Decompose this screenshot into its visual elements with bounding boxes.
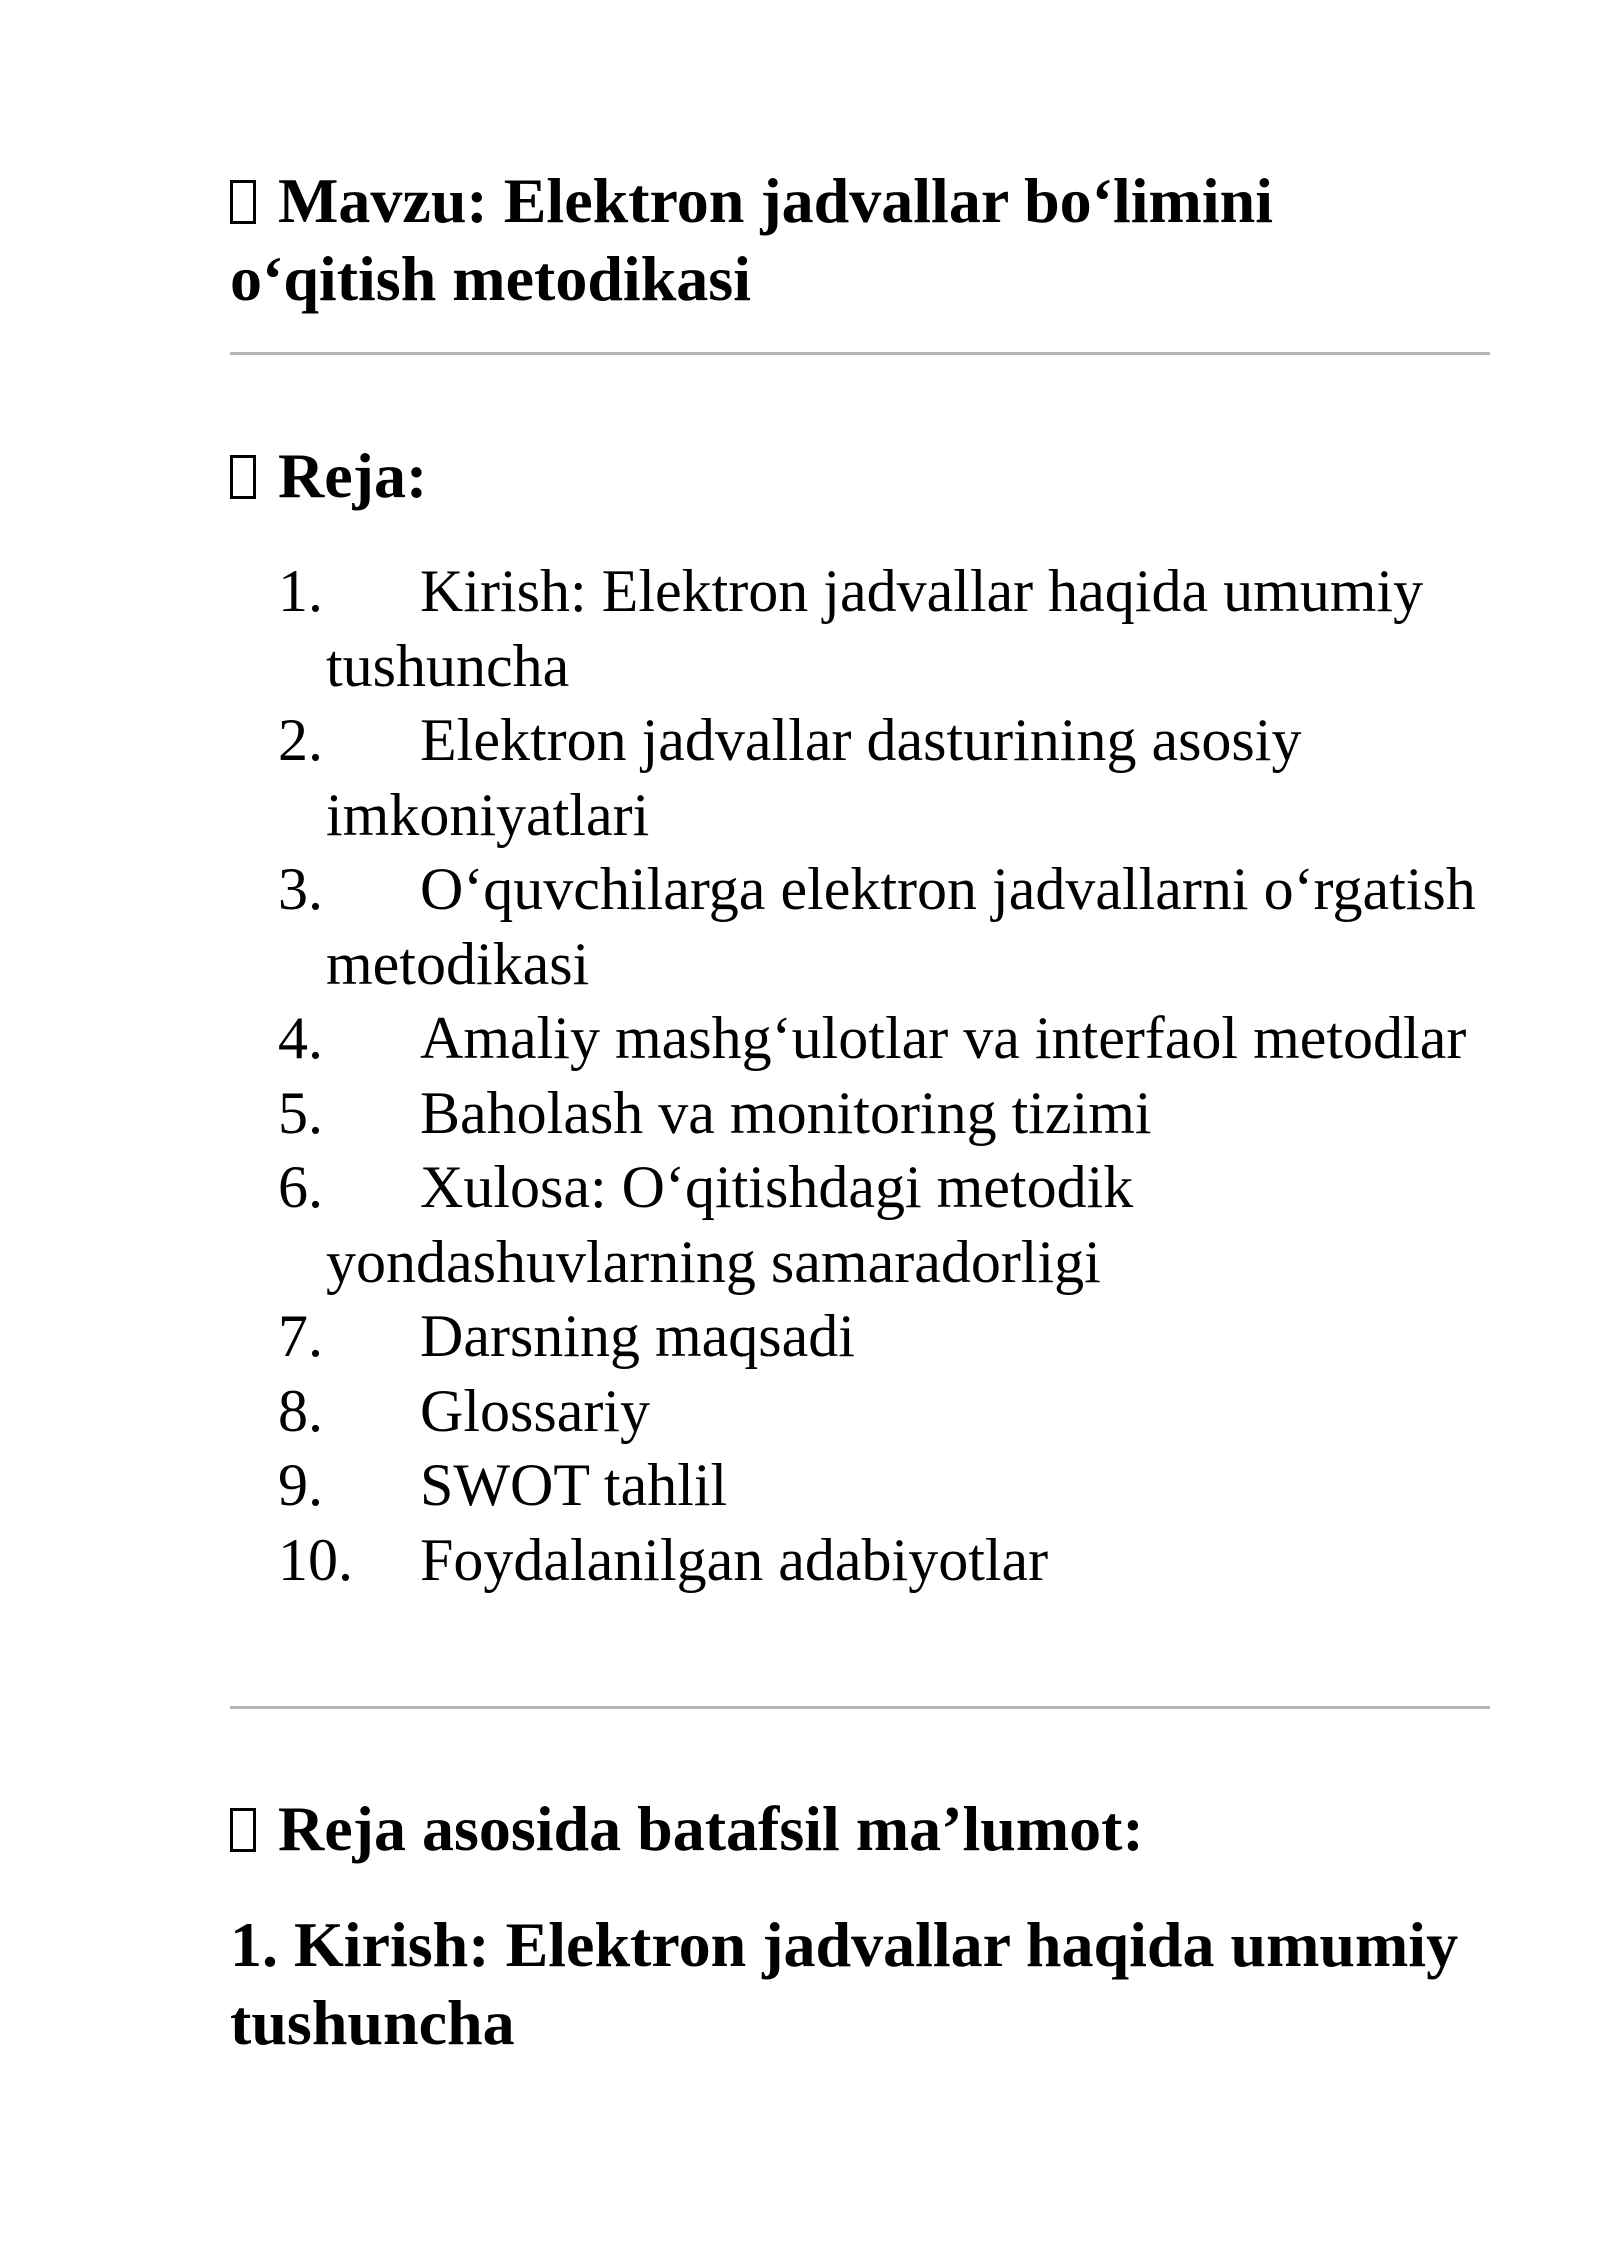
list-item-text: Elektron jadvallar dasturining asosiy imkoniyatlari — [326, 707, 1302, 848]
list-item-number: 6. — [278, 1154, 323, 1220]
missing-glyph-icon — [230, 455, 256, 499]
plan-heading — [230, 437, 427, 515]
list-item-text: Foydalanilgan adabiyotlar — [420, 1526, 1049, 1593]
section-heading: 1. Kirish: Elektron jadvallar haqida umumiy tushuncha — [230, 1909, 1459, 2058]
list-item-number: 1. — [278, 558, 323, 624]
list-item-text: O‘quvchilarga elektron jadvallarni o‘rgatish metodikasi — [326, 856, 1476, 997]
list-item-text: Glossariy — [420, 1377, 650, 1444]
list-item — [278, 1001, 1490, 1076]
list-item — [278, 1523, 1490, 1598]
list-item — [278, 852, 1490, 1001]
list-item-text: Xulosa: O‘qitishdagi metodik yondashuvlarning samaradorligi — [326, 1154, 1134, 1295]
list-item — [278, 1299, 1490, 1374]
list-item-number: 4. — [278, 1005, 323, 1071]
details-heading-text: Reja asosida batafsil ma’lumot: — [278, 1793, 1144, 1864]
list-item-text: Kirish: Elektron jadvallar haqida umumiy tushuncha — [326, 558, 1424, 699]
list-item — [278, 1448, 1490, 1523]
list-item-number: 7. — [278, 1303, 323, 1369]
list-item-text: Amaliy mashg‘ulotlar va interfaol metodlar — [420, 1005, 1467, 1071]
horizontal-divider — [230, 1706, 1490, 1709]
list-item — [278, 703, 1490, 852]
list-item-number: 10. — [278, 1526, 353, 1593]
list-item-text: Baholash va monitoring tizimi — [420, 1079, 1152, 1146]
plan-list — [278, 554, 1490, 1597]
page-title — [230, 162, 1490, 318]
list-item-number: 8. — [278, 1377, 323, 1444]
list-item-number: 5. — [278, 1079, 323, 1146]
details-heading — [230, 1790, 1144, 1868]
list-item-number: 3. — [278, 856, 323, 922]
list-item-number: 2. — [278, 707, 323, 773]
horizontal-divider — [230, 352, 1490, 355]
list-item-number: 9. — [278, 1452, 323, 1518]
page-title-text: Mavzu: Elektron jadvallar bo‘limini o‘qitish metodikasi — [230, 165, 1273, 314]
missing-glyph-icon — [230, 180, 256, 224]
list-item-text: SWOT tahlil — [420, 1452, 728, 1518]
plan-heading-text: Reja: — [278, 440, 428, 511]
list-item — [278, 554, 1490, 703]
list-item-text: Darsning maqsadi — [420, 1303, 855, 1369]
list-item — [278, 1150, 1490, 1299]
missing-glyph-icon — [230, 1808, 256, 1852]
list-item — [278, 1076, 1490, 1151]
list-item — [278, 1374, 1490, 1449]
